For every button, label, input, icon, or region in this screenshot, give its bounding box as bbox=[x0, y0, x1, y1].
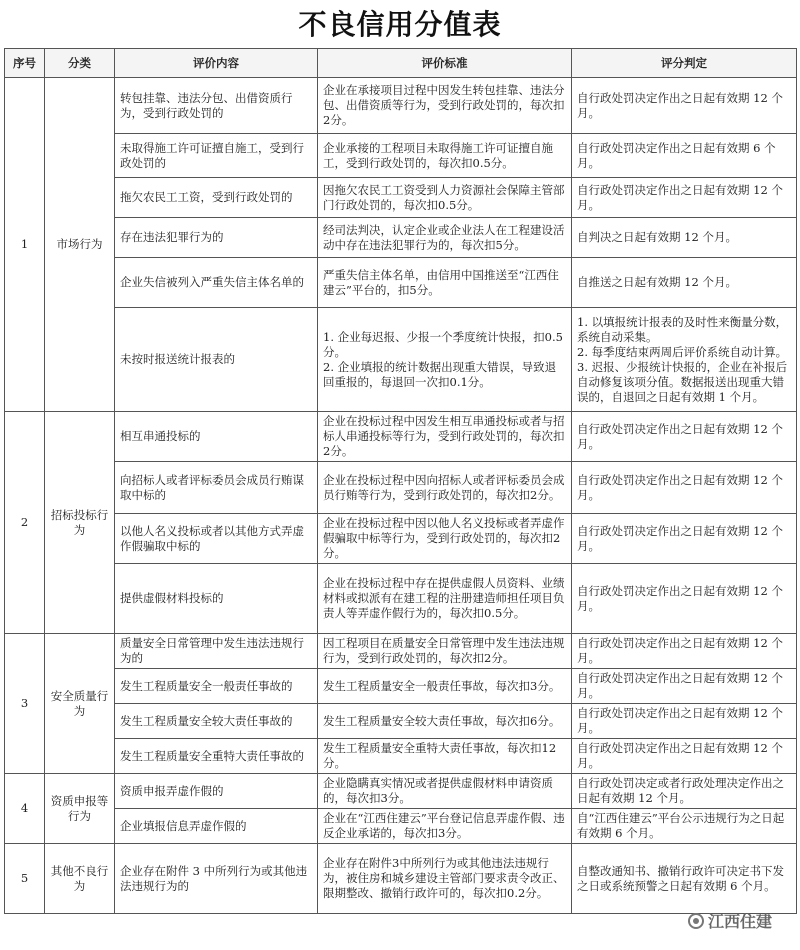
row-content: 企业填报信息弄虚作假的 bbox=[115, 809, 318, 844]
row-judgment: 自行政处罚决定作出之日起有效期 12 个月。 bbox=[572, 704, 797, 739]
row-content: 以他人名义投标或者以其他方式弄虚作假骗取中标的 bbox=[115, 514, 318, 564]
row-standard: 企业在投标过程中因以他人名义投标或者弄虚作假骗取中标等行为，受到行政处罚的，每次扣2分。 bbox=[318, 514, 572, 564]
row-content: 相互串通投标的 bbox=[115, 412, 318, 462]
header-standard: 评价标准 bbox=[318, 49, 572, 78]
table-row bbox=[5, 809, 797, 844]
table-row bbox=[5, 258, 797, 308]
table-row bbox=[5, 739, 797, 774]
row-judgment: 自行政处罚决定作出之日起有效期 12 个月。 bbox=[572, 178, 797, 218]
row-judgment: 自行政处罚决定作出之日起有效期 12 个月。 bbox=[572, 669, 797, 704]
row-content: 拖欠农民工工资，受到行政处罚的 bbox=[115, 178, 318, 218]
watermark-text: 江西住建 bbox=[707, 912, 772, 931]
row-judgment: 自“江西住建云”平台公示违规行为之日起有效期 6 个月。 bbox=[572, 809, 797, 844]
table-row bbox=[5, 78, 797, 134]
row-index: 2 bbox=[5, 412, 45, 634]
table-row bbox=[5, 564, 797, 634]
row-content: 发生工程质量安全较大责任事故的 bbox=[115, 704, 318, 739]
row-content: 发生工程质量安全一般责任事故的 bbox=[115, 669, 318, 704]
row-index: 5 bbox=[5, 844, 45, 914]
row-standard: 1. 企业每迟报、少报一个季度统计快报，扣0.5分。 2. 企业填报的统计数据出现重大错误，导致退回重报的，每退回一次扣0.1分。 bbox=[318, 308, 572, 412]
row-standard: 企业在承接项目过程中因发生转包挂靠、违法分包、出借资质等行为，受到行政处罚的，每次扣2分。 bbox=[318, 78, 572, 134]
header-content: 评价内容 bbox=[115, 49, 318, 78]
row-standard: 企业隐瞒真实情况或者提供虚假材料申请资质的，每次扣3分。 bbox=[318, 774, 572, 809]
table-row bbox=[5, 634, 797, 669]
row-judgment: 自行政处罚决定作出之日起有效期 12 个月。 bbox=[572, 78, 797, 134]
credit-score-table bbox=[4, 48, 797, 914]
row-judgment: 自行政处罚决定作出之日起有效期 12 个月。 bbox=[572, 564, 797, 634]
row-standard: 发生工程质量安全重特大责任事故，每次扣12分。 bbox=[318, 739, 572, 774]
row-standard: 企业在投标过程中因向招标人或者评标委员会成员行贿等行为，受到行政处罚的，每次扣2分。 bbox=[318, 462, 572, 514]
header-judgment: 评分判定 bbox=[572, 49, 797, 78]
row-judgment: 自推送之日起有效期 12 个月。 bbox=[572, 258, 797, 308]
row-content: 提供虚假材料投标的 bbox=[115, 564, 318, 634]
row-judgment: 自行政处罚决定作出之日起有效期 12 个月。 bbox=[572, 634, 797, 669]
row-category: 市场行为 bbox=[45, 78, 115, 412]
wechat-icon bbox=[688, 913, 704, 929]
row-content: 发生工程质量安全重特大责任事故的 bbox=[115, 739, 318, 774]
row-judgment: 自整改通知书、撤销行政许可决定书下发之日或系统预警之日起有效期 6 个月。 bbox=[572, 844, 797, 914]
row-content: 向招标人或者评标委员会成员行贿谋取中标的 bbox=[115, 462, 318, 514]
row-standard: 发生工程质量安全一般责任事故，每次扣3分。 bbox=[318, 669, 572, 704]
row-judgment: 自行政处罚决定作出之日起有效期 12 个月。 bbox=[572, 739, 797, 774]
row-standard: 企业在投标过程中存在提供虚假人员资料、业绩材料或拟派有在建工程的注册建造师担任项目负责人等弄虚作假行为的，每次扣0.5分。 bbox=[318, 564, 572, 634]
row-standard: 企业在投标过程中因发生相互串通投标或者与招标人串通投标等行为，受到行政处罚的，每次扣2分。 bbox=[318, 412, 572, 462]
row-content: 未取得施工许可证擅自施工，受到行政处罚的 bbox=[115, 134, 318, 178]
table-header-row bbox=[5, 49, 797, 78]
table-row bbox=[5, 462, 797, 514]
table-row bbox=[5, 412, 797, 462]
row-category: 招标投标行为 bbox=[45, 412, 115, 634]
page-title: 不良信用分值表 bbox=[298, 8, 502, 41]
row-judgment: 自行政处罚决定作出之日起有效期 6 个月。 bbox=[572, 134, 797, 178]
row-category: 其他不良行为 bbox=[45, 844, 115, 914]
table-row bbox=[5, 844, 797, 914]
row-standard: 企业承接的工程项目未取得施工许可证擅自施工，受到行政处罚的，每次扣0.5分。 bbox=[318, 134, 572, 178]
row-judgment: 自行政处罚决定作出之日起有效期 12 个月。 bbox=[572, 462, 797, 514]
row-standard: 因工程项目在质量安全日常管理中发生违法违规行为，受到行政处罚的，每次扣2分。 bbox=[318, 634, 572, 669]
row-index: 4 bbox=[5, 774, 45, 844]
row-standard: 发生工程质量安全较大责任事故，每次扣6分。 bbox=[318, 704, 572, 739]
row-content: 资质申报弄虚作假的 bbox=[115, 774, 318, 809]
row-content: 企业存在附件 3 中所列行为或其他违法违规行为的 bbox=[115, 844, 318, 914]
table-row bbox=[5, 218, 797, 258]
row-content: 存在违法犯罪行为的 bbox=[115, 218, 318, 258]
row-content: 未按时报送统计报表的 bbox=[115, 308, 318, 412]
row-category: 资质申报等行为 bbox=[45, 774, 115, 844]
row-judgment: 自判决之日起有效期 12 个月。 bbox=[572, 218, 797, 258]
row-standard: 因拖欠农民工工资受到人力资源社会保障主管部门行政处罚的，每次扣0.5分。 bbox=[318, 178, 572, 218]
header-index: 序号 bbox=[5, 49, 45, 78]
row-standard: 企业存在附件3中所列行为或其他违法违规行为，被住房和城乡建设主管部门要求责令改正、限期整改、撤销行政许可的，每次扣0.2分。 bbox=[318, 844, 572, 914]
row-index: 3 bbox=[5, 634, 45, 774]
table-row bbox=[5, 308, 797, 412]
row-judgment: 自行政处罚决定作出之日起有效期 12 个月。 bbox=[572, 514, 797, 564]
watermark bbox=[688, 909, 772, 932]
row-content: 企业失信被列入严重失信主体名单的 bbox=[115, 258, 318, 308]
table-row bbox=[5, 134, 797, 178]
table-row bbox=[5, 669, 797, 704]
row-standard: 经司法判决，认定企业或企业法人在工程建设活动中存在违法犯罪行为的，每次扣5分。 bbox=[318, 218, 572, 258]
row-content: 质量安全日常管理中发生违法违规行为的 bbox=[115, 634, 318, 669]
table-row bbox=[5, 514, 797, 564]
row-standard: 严重失信主体名单，由信用中国推送至“江西住建云”平台的，扣5分。 bbox=[318, 258, 572, 308]
row-index: 1 bbox=[5, 78, 45, 412]
table-row bbox=[5, 704, 797, 739]
row-standard: 企业在“江西住建云”平台登记信息弄虚作假、违反企业承诺的，每次扣3分。 bbox=[318, 809, 572, 844]
row-content: 转包挂靠、违法分包、出借资质行为，受到行政处罚的 bbox=[115, 78, 318, 134]
table-body bbox=[5, 78, 797, 914]
row-category: 安全质量行为 bbox=[45, 634, 115, 774]
row-judgment: 自行政处罚决定作出之日起有效期 12 个月。 bbox=[572, 412, 797, 462]
table-row bbox=[5, 178, 797, 218]
row-judgment: 1. 以填报统计报表的及时性来衡量分数，系统自动采集。 2. 每季度结束两周后评价系统自动计算。 3. 迟报、少报统计快报的，企业在补报后自动修复该项分值。数据报送出现重大错误的，自退回之日起有效期 1 个月。 bbox=[572, 308, 797, 412]
header-category: 分类 bbox=[45, 49, 115, 78]
table-row bbox=[5, 774, 797, 809]
row-judgment: 自行政处罚决定或者行政处理决定作出之日起有效期 12 个月。 bbox=[572, 774, 797, 809]
